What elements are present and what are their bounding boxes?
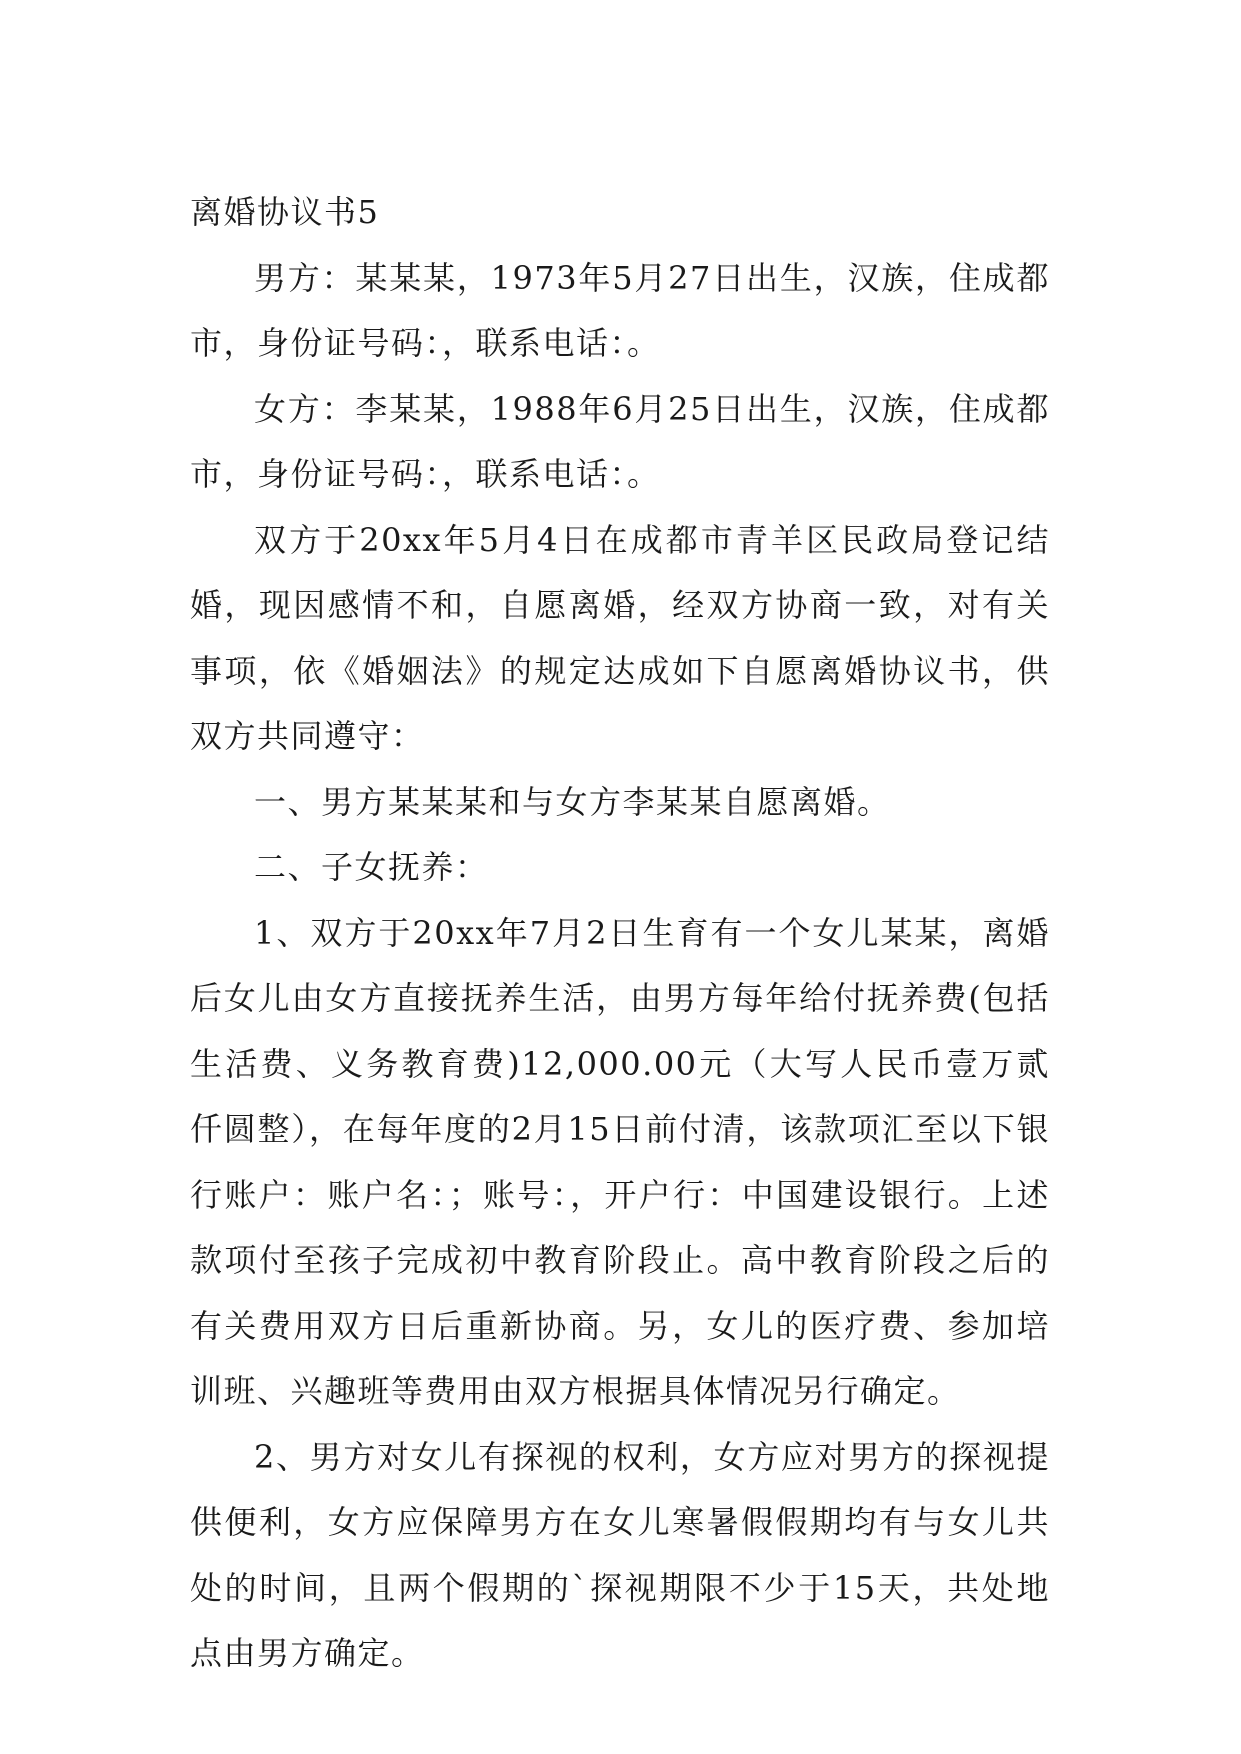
paragraph-male-party: 男方：某某某，1973年5月27日出生，汉族，住成都市，身份证号码：，联系电话：。	[190, 258, 1050, 362]
paragraph-female-party: 女方：李某某，1988年6月25日出生，汉族，住成都市，身份证号码：，联系电话：。	[190, 389, 1050, 493]
document-title: 离婚协议书5	[190, 193, 380, 231]
paragraph-child-support: 1、双方于20xx年7月2日生育有一个女儿某某，离婚后女儿由女方直接抚养生活，由男方每年给付抚养费(包括生活费、义务教育费)12,000.00元（大写人民币壹万贰仟圆整），在每年度的2月15日前付清，该款项汇至以下银行账户：账户名：；账号：，开户行：中国建设银行。上述款项付至孩子完成初中教育阶段止。高中教育阶段之后的有关费用双方日后重新协商。另，女儿的医疗费、参加培训班、兴趣班等费用由双方根据具体情况另行确定。	[190, 913, 1050, 1410]
paragraph-visitation-rights: 2、男方对女儿有探视的权利，女方应对男方的探视提供便利，女方应保障男方在女儿寒暑假假期均有与女儿共处的时间，且两个假期的`探视期限不少于15天，共处地点由男方确定。	[190, 1437, 1050, 1672]
paragraph-marriage-background: 双方于20xx年5月4日在成都市青羊区民政局登记结婚，现因感情不和，自愿离婚，经双方协商一致，对有关事项，依《婚姻法》的规定达成如下自愿离婚协议书，供双方共同遵守：	[190, 520, 1050, 755]
paragraph-clause-2-heading: 二、子女抚养：	[254, 848, 489, 886]
paragraph-clause-1: 一、男方某某某和与女方李某某自愿离婚。	[254, 782, 891, 821]
document-body	[190, 180, 1050, 1687]
